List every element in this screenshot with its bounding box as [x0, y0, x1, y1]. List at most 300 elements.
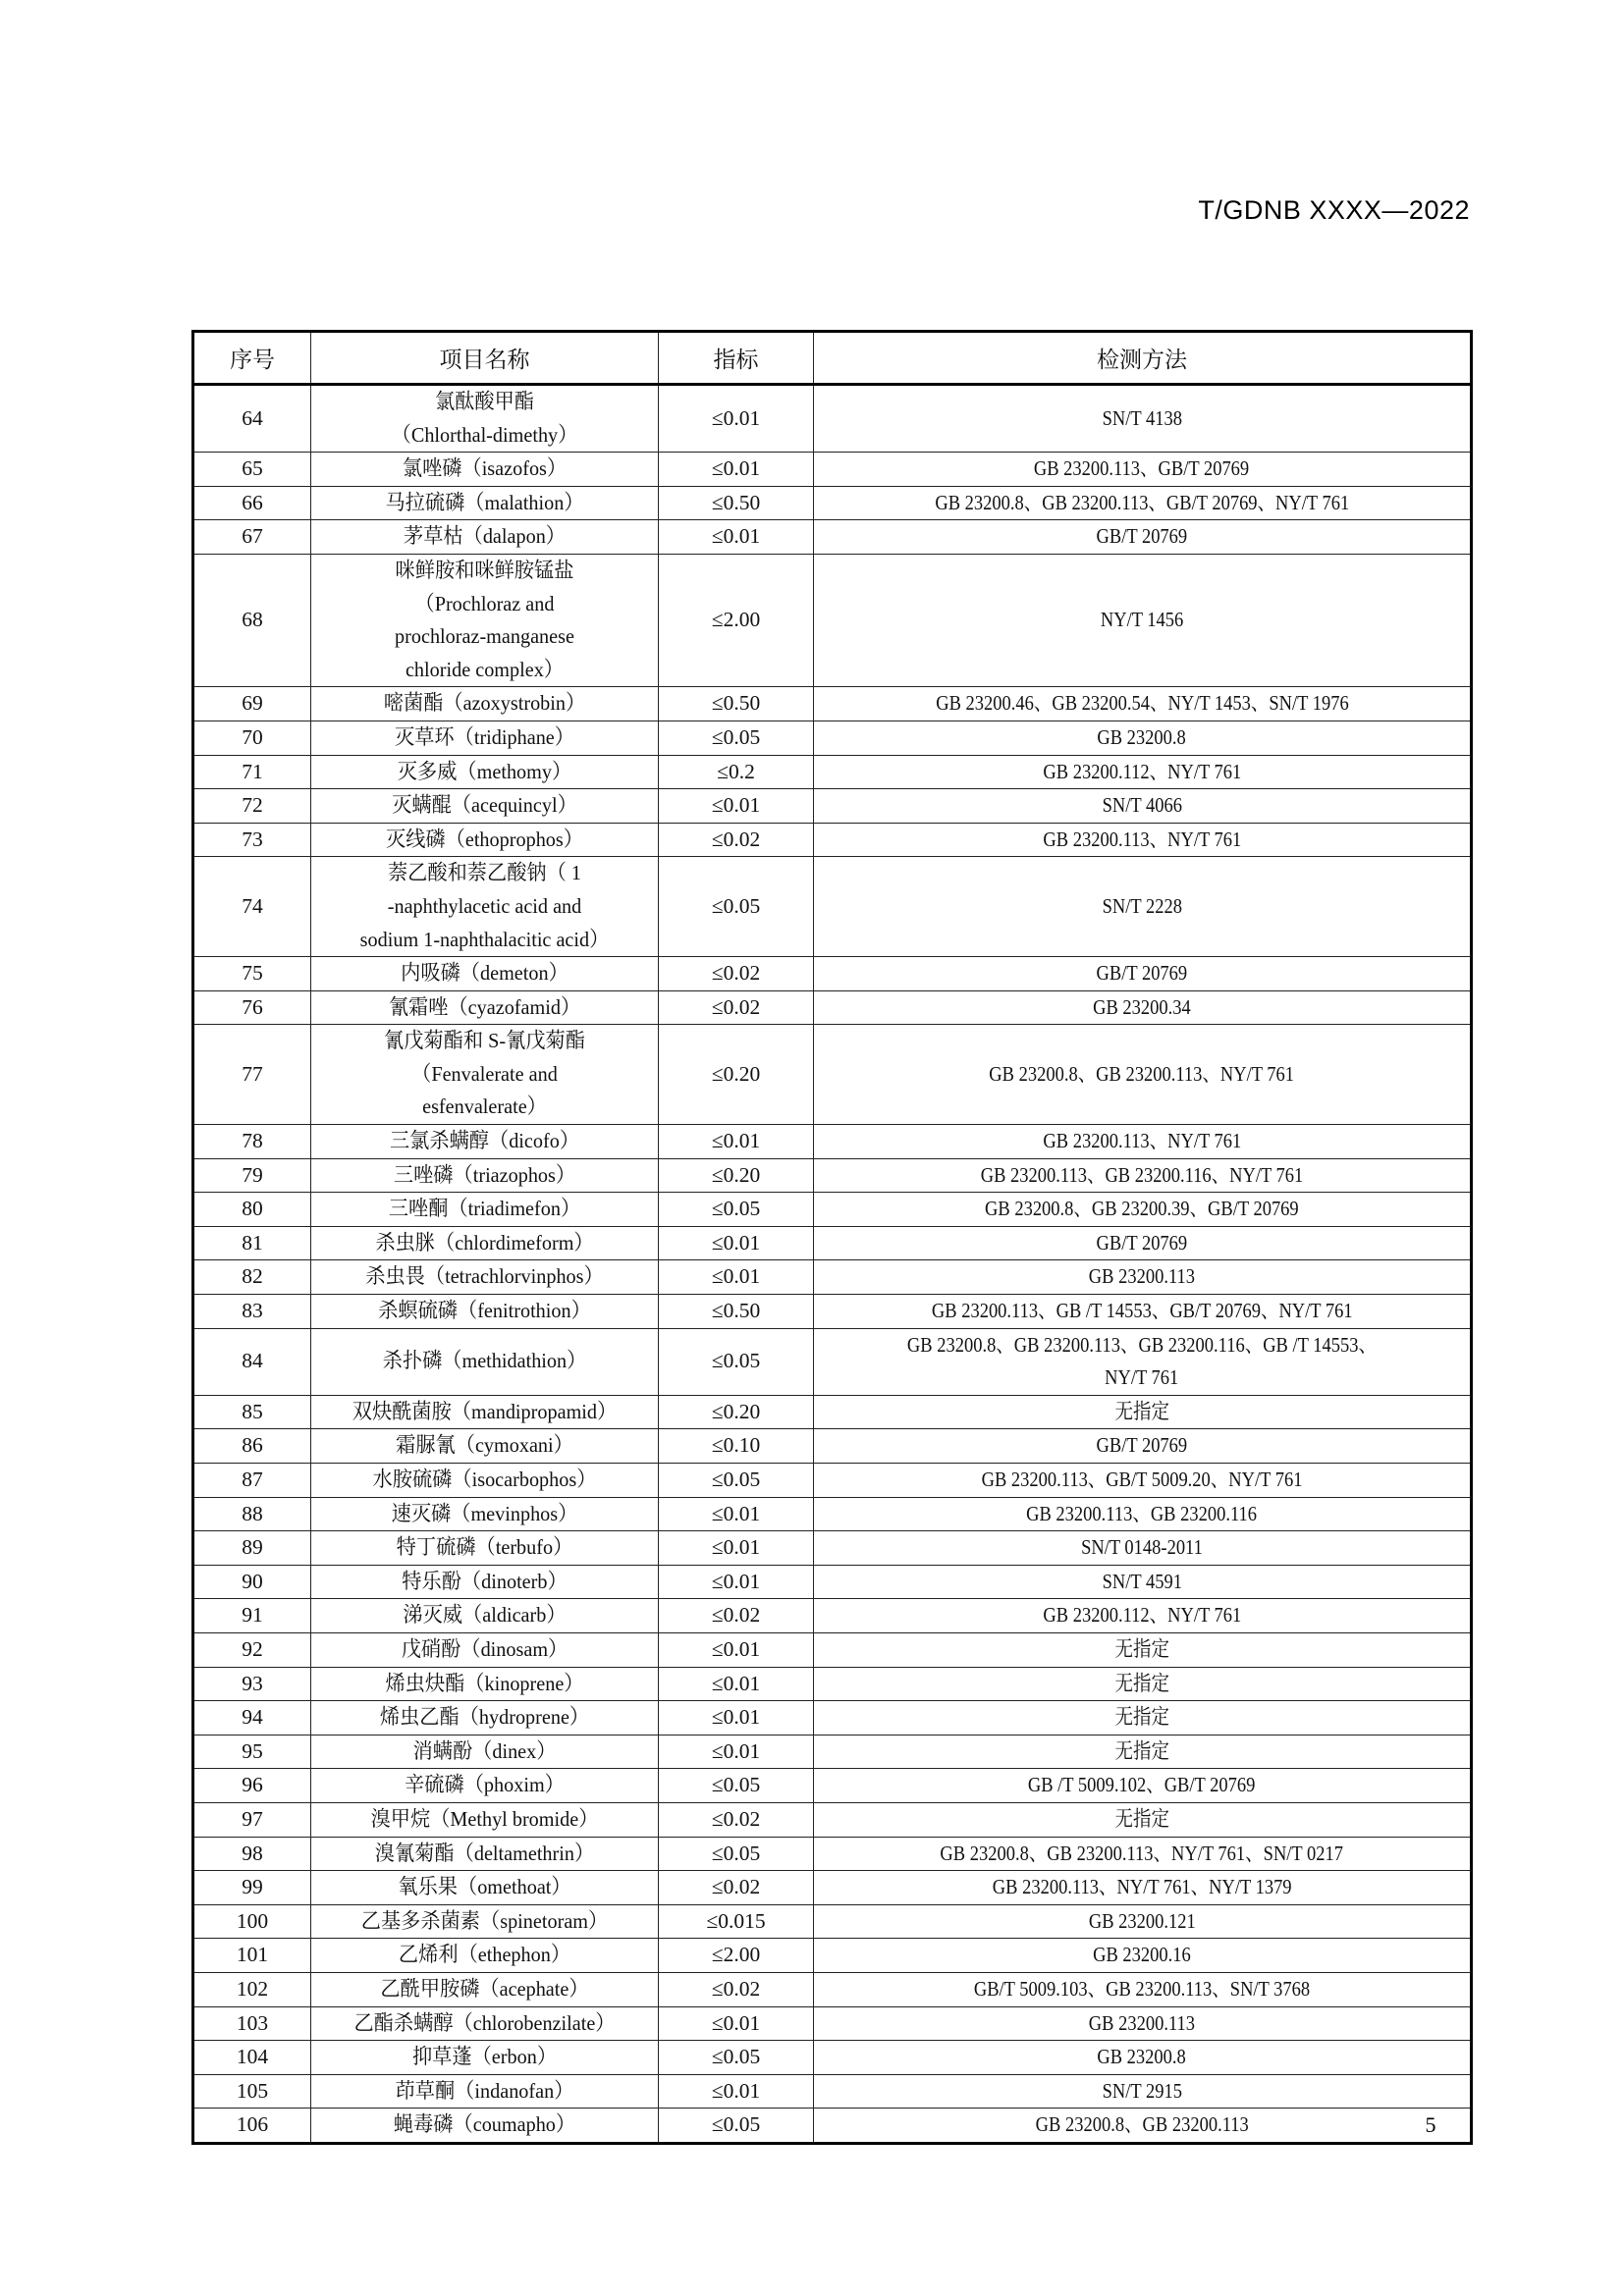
table-row [193, 1599, 1472, 1633]
serial-number-cell: 66 [193, 486, 311, 520]
test-method-line-wrap [816, 1735, 1468, 1769]
table-row [193, 1939, 1472, 1973]
limit-cell: ≤0.50 [659, 486, 814, 520]
test-method-line: SN/T 2915 [1102, 2078, 1182, 2103]
item-name-line: 杀螟硫磷（fenitrothion） [378, 1299, 591, 1323]
item-name-cell [311, 2006, 659, 2041]
table-row [193, 1769, 1472, 1803]
test-method-cell [814, 755, 1472, 789]
limit-cell: ≤0.01 [659, 1735, 814, 1769]
column-header-limit: 指标 [659, 332, 814, 385]
test-method-cell [814, 1565, 1472, 1599]
test-method-line-wrap [816, 1701, 1468, 1735]
test-method-cell [814, 957, 1472, 991]
item-name-cell [311, 1158, 659, 1193]
test-method-line-wrap [816, 1193, 1468, 1226]
item-name-line: （Prochloraz and [414, 591, 555, 615]
test-method-line-wrap [816, 402, 1468, 436]
item-name-line: （Fenvalerate and [411, 1061, 558, 1086]
serial-number-cell: 85 [193, 1395, 311, 1429]
table-row [193, 1226, 1472, 1260]
test-method-cell [814, 1158, 1472, 1193]
serial-number-cell: 105 [193, 2074, 311, 2109]
test-method-cell [814, 1429, 1472, 1464]
item-name-cell [311, 1193, 659, 1227]
serial-number-cell: 71 [193, 755, 311, 789]
item-name-cell [311, 1769, 659, 1803]
serial-number-cell: 81 [193, 1226, 311, 1260]
test-method-line: GB 23200.113、NY/T 761、NY/T 1379 [992, 1875, 1292, 1899]
test-method-cell [814, 1939, 1472, 1973]
table-row [193, 1632, 1472, 1667]
serial-number-cell: 97 [193, 1802, 311, 1837]
limit-cell: ≤0.01 [659, 1701, 814, 1735]
limit-cell: ≤0.05 [659, 1328, 814, 1395]
limit-cell: ≤0.02 [659, 1802, 814, 1837]
test-method-line-wrap [816, 1362, 1468, 1395]
test-method-cell [814, 1497, 1472, 1531]
test-method-line-wrap [816, 1871, 1468, 1904]
item-name-cell [311, 1260, 659, 1295]
test-method-line-wrap [816, 1058, 1468, 1092]
limit-cell: ≤2.00 [659, 554, 814, 686]
serial-number-cell: 92 [193, 1632, 311, 1667]
table-row [193, 1025, 1472, 1125]
item-name-line: 烯虫乙酯（hydroprene） [379, 1705, 590, 1730]
test-method-line: 无指定 [1114, 1671, 1169, 1695]
item-name-line: 烯虫炔酯（kinoprene） [385, 1671, 584, 1695]
test-method-line: GB/T 20769 [1096, 1230, 1188, 1255]
test-method-line-wrap [816, 1633, 1468, 1667]
test-method-line-wrap [816, 1125, 1468, 1158]
item-name-line: 氯酞酸甲酯 [434, 390, 535, 413]
limit-cell: ≤0.015 [659, 1904, 814, 1939]
test-method-line-wrap [816, 1464, 1468, 1497]
test-method-line-wrap [816, 2041, 1468, 2074]
table-row [193, 789, 1472, 824]
test-method-line-wrap [816, 1599, 1468, 1632]
test-method-line: GB 23200.112、NY/T 761 [1043, 759, 1241, 783]
item-name-cell [311, 857, 659, 957]
serial-number-cell: 100 [193, 1904, 311, 1939]
test-method-cell [814, 486, 1472, 520]
document-code-header: T/GDNB XXXX—2022 [1198, 195, 1470, 225]
serial-number-cell: 103 [193, 2006, 311, 2041]
test-method-line: GB/T 20769 [1096, 1433, 1188, 1458]
test-method-line-wrap [816, 687, 1468, 721]
test-method-line-wrap [816, 487, 1468, 520]
table-row [193, 857, 1472, 957]
test-method-cell [814, 1972, 1472, 2006]
item-name-line: （Chlorthal-dimethy） [391, 422, 578, 447]
table-row [193, 1395, 1472, 1429]
item-name-cell [311, 1701, 659, 1735]
test-method-line-wrap [816, 721, 1468, 755]
table-row [193, 721, 1472, 755]
table-row [193, 1972, 1472, 2006]
test-method-line-wrap [816, 520, 1468, 554]
test-method-line: GB 23200.8 [1097, 724, 1187, 749]
test-method-line-wrap [816, 1260, 1468, 1294]
pesticide-residue-table [191, 330, 1473, 2145]
item-name-line: 速灭磷（mevinphos） [391, 1501, 578, 1525]
item-name-cell [311, 1429, 659, 1464]
item-name-cell [311, 1667, 659, 1701]
serial-number-cell: 65 [193, 453, 311, 487]
table-row [193, 1158, 1472, 1193]
test-method-cell [814, 554, 1472, 686]
test-method-line-wrap [816, 1159, 1468, 1193]
test-method-line: GB 23200.8、GB 23200.113、GB/T 20769、NY/T 761 [935, 490, 1349, 514]
item-name-cell [311, 1802, 659, 1837]
item-name-cell [311, 1599, 659, 1633]
test-method-line-wrap [816, 1905, 1468, 1939]
test-method-line: GB 23200.112、NY/T 761 [1043, 1603, 1241, 1628]
item-name-cell [311, 1125, 659, 1159]
test-method-line: GB/T 20769 [1096, 524, 1188, 549]
item-name-cell [311, 1025, 659, 1125]
test-method-cell [814, 2006, 1472, 2041]
item-name-line: 茅草枯（dalapon） [403, 524, 567, 549]
test-method-line: 无指定 [1114, 1738, 1169, 1763]
serial-number-cell: 73 [193, 823, 311, 857]
test-method-line: GB 23200.113、GB 23200.116 [1026, 1501, 1258, 1525]
test-method-cell [814, 1701, 1472, 1735]
test-method-line-wrap [816, 1838, 1468, 1871]
limit-cell: ≤0.20 [659, 1158, 814, 1193]
serial-number-cell: 72 [193, 789, 311, 824]
test-method-line-wrap [816, 1498, 1468, 1531]
item-name-cell [311, 721, 659, 755]
item-name-line: 乙酰甲胺磷（acephate） [380, 1976, 589, 2001]
limit-cell: ≤0.05 [659, 721, 814, 755]
item-name-line: 氰霜唑（cyazofamid） [388, 994, 581, 1019]
table-header-row [193, 332, 1472, 385]
item-name-line: 萘乙酸和萘乙酸钠（ 1 [387, 861, 582, 885]
limit-cell: ≤0.02 [659, 990, 814, 1025]
serial-number-cell: 91 [193, 1599, 311, 1633]
test-method-line-wrap [816, 991, 1468, 1025]
table-row [193, 554, 1472, 686]
test-method-line: GB 23200.113、GB /T 14553、GB/T 20769、NY/T 761 [931, 1299, 1353, 1323]
item-name-line: 霜脲氰（cymoxani） [396, 1433, 573, 1458]
test-method-cell [814, 1125, 1472, 1159]
table-row [193, 453, 1472, 487]
test-method-line-wrap [816, 957, 1468, 990]
item-name-line: 蝇毒磷（coumapho） [393, 2112, 576, 2137]
table-row [193, 486, 1472, 520]
test-method-cell [814, 385, 1472, 453]
serial-number-cell: 101 [193, 1939, 311, 1973]
test-method-line: NY/T 761 [1105, 1365, 1179, 1390]
item-name-line: 茚草酮（indanofan） [395, 2078, 574, 2103]
limit-cell: ≤0.20 [659, 1025, 814, 1125]
serial-number-cell: 90 [193, 1565, 311, 1599]
test-method-line: NY/T 1456 [1100, 608, 1184, 632]
test-method-cell [814, 1667, 1472, 1701]
test-method-line-wrap [816, 890, 1468, 924]
item-name-cell [311, 2041, 659, 2075]
test-method-line: GB 23200.113、NY/T 761 [1043, 1129, 1241, 1153]
test-method-line-wrap [816, 1429, 1468, 1463]
test-method-line-wrap [816, 1668, 1468, 1701]
test-method-cell [814, 1193, 1472, 1227]
limit-cell: ≤0.02 [659, 1599, 814, 1633]
serial-number-cell: 82 [193, 1260, 311, 1295]
item-name-line: 涕灭威（aldicarb） [403, 1603, 567, 1628]
item-name-line: 三氯杀螨醇（dicofo） [389, 1129, 580, 1153]
test-method-cell [814, 1025, 1472, 1125]
test-method-line-wrap [816, 604, 1468, 637]
test-method-cell [814, 1632, 1472, 1667]
serial-number-cell: 93 [193, 1667, 311, 1701]
test-method-line-wrap [816, 756, 1468, 789]
serial-number-cell: 102 [193, 1972, 311, 2006]
test-method-line: GB 23200.113、GB/T 20769 [1034, 456, 1250, 481]
item-name-cell [311, 554, 659, 686]
column-header-item-name: 项目名称 [311, 332, 659, 385]
test-method-line: GB 23200.8、GB 23200.113 [1035, 2112, 1249, 2137]
serial-number-cell: 94 [193, 1701, 311, 1735]
test-method-line-wrap [816, 1396, 1468, 1429]
item-name-cell [311, 1972, 659, 2006]
item-name-cell [311, 486, 659, 520]
table-row [193, 1701, 1472, 1735]
table-row [193, 823, 1472, 857]
item-name-line: 乙烯利（ethephon） [398, 1943, 571, 1967]
limit-cell: ≤0.05 [659, 2109, 814, 2144]
test-method-line: GB 23200.8、GB 23200.39、GB/T 20769 [985, 1197, 1299, 1221]
test-method-line-wrap [816, 1803, 1468, 1837]
test-method-line: SN/T 2228 [1102, 893, 1182, 918]
item-name-cell [311, 2109, 659, 2144]
serial-number-cell: 67 [193, 520, 311, 555]
serial-number-cell: 86 [193, 1429, 311, 1464]
item-name-line: 乙基多杀菌素（spinetoram） [360, 1908, 609, 1933]
table-row [193, 957, 1472, 991]
table-row [193, 1429, 1472, 1464]
serial-number-cell: 76 [193, 990, 311, 1025]
limit-cell: ≤0.50 [659, 1295, 814, 1329]
limit-cell: ≤0.50 [659, 687, 814, 721]
item-name-cell [311, 1565, 659, 1599]
test-method-line-wrap [816, 2007, 1468, 2041]
serial-number-cell: 84 [193, 1328, 311, 1395]
table-row [193, 1871, 1472, 1905]
item-name-line: 嘧菌酯（azoxystrobin） [383, 691, 586, 716]
item-name-cell [311, 1531, 659, 1566]
test-method-cell [814, 789, 1472, 824]
test-method-line-wrap [816, 1769, 1468, 1802]
test-method-line-wrap [816, 453, 1468, 486]
limit-cell: ≤0.05 [659, 1193, 814, 1227]
test-method-line: SN/T 4138 [1102, 405, 1182, 430]
table-body [193, 385, 1472, 2144]
item-name-line: chloride complex） [405, 657, 565, 681]
item-name-line: 灭草环（tridiphane） [394, 724, 574, 749]
item-name-cell [311, 823, 659, 857]
limit-cell: ≤0.01 [659, 1667, 814, 1701]
test-method-line: GB 23200.113 [1088, 2010, 1196, 2035]
item-name-cell [311, 1735, 659, 1769]
test-method-cell [814, 687, 1472, 721]
item-name-line: 三唑磷（triazophos） [393, 1162, 576, 1187]
table-row [193, 385, 1472, 453]
table-row [193, 1667, 1472, 1701]
limit-cell: ≤0.01 [659, 2006, 814, 2041]
test-method-cell [814, 2074, 1472, 2109]
item-name-cell [311, 1837, 659, 1871]
item-name-line: 氯唑磷（isazofos） [402, 456, 568, 481]
item-name-line: 辛硫磷（phoxim） [405, 1773, 565, 1797]
test-method-line: GB 23200.121 [1088, 1908, 1196, 1933]
test-method-line-wrap [816, 1227, 1468, 1260]
page-number: 5 [1425, 2112, 1436, 2137]
test-method-line-wrap [816, 1566, 1468, 1599]
table-row [193, 1260, 1472, 1295]
test-method-line: GB 23200.113、GB 23200.116、NY/T 761 [980, 1162, 1304, 1187]
item-name-cell [311, 2074, 659, 2109]
serial-number-cell: 79 [193, 1158, 311, 1193]
item-name-line: 马拉硫磷（malathion） [385, 490, 584, 514]
test-method-cell [814, 2041, 1472, 2075]
item-name-cell [311, 1395, 659, 1429]
serial-number-cell: 88 [193, 1497, 311, 1531]
test-method-cell [814, 1295, 1472, 1329]
limit-cell: ≤0.10 [659, 1429, 814, 1464]
limit-cell: ≤0.01 [659, 1497, 814, 1531]
test-method-cell [814, 1769, 1472, 1803]
test-method-line: SN/T 4591 [1102, 1569, 1182, 1593]
serial-number-cell: 69 [193, 687, 311, 721]
item-name-line: 杀虫畏（tetrachlorvinphos） [365, 1264, 604, 1289]
test-method-line-wrap [816, 1939, 1468, 1972]
item-name-cell [311, 1939, 659, 1973]
test-method-cell [814, 1735, 1472, 1769]
test-method-cell [814, 1260, 1472, 1295]
test-method-line-wrap [816, 824, 1468, 857]
table-row [193, 1328, 1472, 1395]
item-name-cell [311, 687, 659, 721]
table-row [193, 2006, 1472, 2041]
limit-cell: ≤0.2 [659, 755, 814, 789]
test-method-line-wrap [816, 1295, 1468, 1328]
serial-number-cell: 68 [193, 554, 311, 686]
test-method-line: GB 23200.8 [1097, 2045, 1187, 2069]
item-name-cell [311, 1328, 659, 1395]
test-method-line: GB 23200.8、GB 23200.113、NY/T 761、SN/T 0217 [940, 1841, 1344, 1865]
table-row [193, 1295, 1472, 1329]
test-method-cell [814, 1328, 1472, 1395]
item-name-line: -naphthylacetic acid and [387, 893, 582, 918]
limit-cell: ≤0.01 [659, 1260, 814, 1295]
test-method-cell [814, 1871, 1472, 1905]
test-method-cell [814, 1395, 1472, 1429]
limit-cell: ≤0.01 [659, 2074, 814, 2109]
test-method-line: GB 23200.46、GB 23200.54、NY/T 1453、SN/T 1976 [935, 691, 1349, 716]
item-name-line: 戊硝酚（dinosam） [401, 1636, 568, 1661]
item-name-line: 氰戊菊酯和 S-氰戊菊酯 [384, 1029, 585, 1053]
item-name-cell [311, 1871, 659, 1905]
serial-number-cell: 74 [193, 857, 311, 957]
test-method-cell [814, 1464, 1472, 1498]
serial-number-cell: 70 [193, 721, 311, 755]
serial-number-cell: 83 [193, 1295, 311, 1329]
test-method-line: GB 23200.8、GB 23200.113、NY/T 761 [989, 1061, 1295, 1086]
table-row [193, 990, 1472, 1025]
test-method-cell [814, 1904, 1472, 1939]
item-name-line: 灭多威（methomy） [397, 759, 572, 783]
table-row [193, 2074, 1472, 2109]
table-row [193, 1464, 1472, 1498]
test-method-cell [814, 1599, 1472, 1633]
limit-cell: ≤0.01 [659, 1226, 814, 1260]
serial-number-cell: 95 [193, 1735, 311, 1769]
test-method-cell [814, 453, 1472, 487]
test-method-line-wrap [816, 1531, 1468, 1565]
item-name-cell [311, 1464, 659, 1498]
test-method-line: GB 23200.34 [1093, 994, 1191, 1019]
test-method-cell [814, 1531, 1472, 1566]
item-name-line: 灭线磷（ethoprophos） [386, 827, 583, 851]
column-header-test-method: 检测方法 [814, 332, 1472, 385]
item-name-line: sodium 1-naphthalacitic acid） [359, 927, 610, 951]
item-name-line: 消螨酚（dinex） [412, 1738, 557, 1763]
table-row [193, 1837, 1472, 1871]
test-method-cell [814, 857, 1472, 957]
test-method-cell [814, 2109, 1472, 2144]
limit-cell: ≤0.20 [659, 1395, 814, 1429]
limit-cell: ≤0.01 [659, 520, 814, 555]
item-name-cell [311, 520, 659, 555]
test-method-line: 无指定 [1114, 1806, 1169, 1831]
test-method-line-wrap [816, 2075, 1468, 2109]
test-method-line-wrap [816, 1973, 1468, 2006]
test-method-line-wrap [816, 2109, 1468, 2142]
table-row [193, 2041, 1472, 2075]
serial-number-cell: 104 [193, 2041, 311, 2075]
item-name-cell [311, 755, 659, 789]
serial-number-cell: 77 [193, 1025, 311, 1125]
item-name-line: 特丁硫磷（terbufo） [396, 1535, 573, 1560]
limit-cell: ≤0.05 [659, 857, 814, 957]
test-method-line: 无指定 [1114, 1705, 1169, 1730]
table-row [193, 1531, 1472, 1566]
item-name-line: 三唑酮（triadimefon） [388, 1197, 581, 1221]
limit-cell: ≤0.01 [659, 1531, 814, 1566]
serial-number-cell: 106 [193, 2109, 311, 2144]
test-method-line: SN/T 4066 [1102, 793, 1182, 818]
item-name-cell [311, 453, 659, 487]
test-method-line: GB 23200.16 [1093, 1943, 1191, 1967]
test-method-line-wrap [816, 789, 1468, 823]
item-name-cell [311, 1226, 659, 1260]
test-method-line: 无指定 [1114, 1399, 1169, 1423]
test-method-cell [814, 1802, 1472, 1837]
serial-number-cell: 89 [193, 1531, 311, 1566]
item-name-line: 水胺硫磷（isocarbophos） [372, 1468, 597, 1491]
limit-cell: ≤0.02 [659, 1972, 814, 2006]
item-name-cell [311, 1295, 659, 1329]
table-row [193, 1735, 1472, 1769]
table-row [193, 1802, 1472, 1837]
limit-cell: ≤0.05 [659, 1769, 814, 1803]
test-method-line: GB 23200.113、GB/T 5009.20、NY/T 761 [981, 1468, 1303, 1491]
serial-number-cell: 87 [193, 1464, 311, 1498]
item-name-line: esfenvalerate） [422, 1095, 547, 1119]
limit-cell: ≤0.01 [659, 1125, 814, 1159]
limit-cell: ≤0.01 [659, 385, 814, 453]
